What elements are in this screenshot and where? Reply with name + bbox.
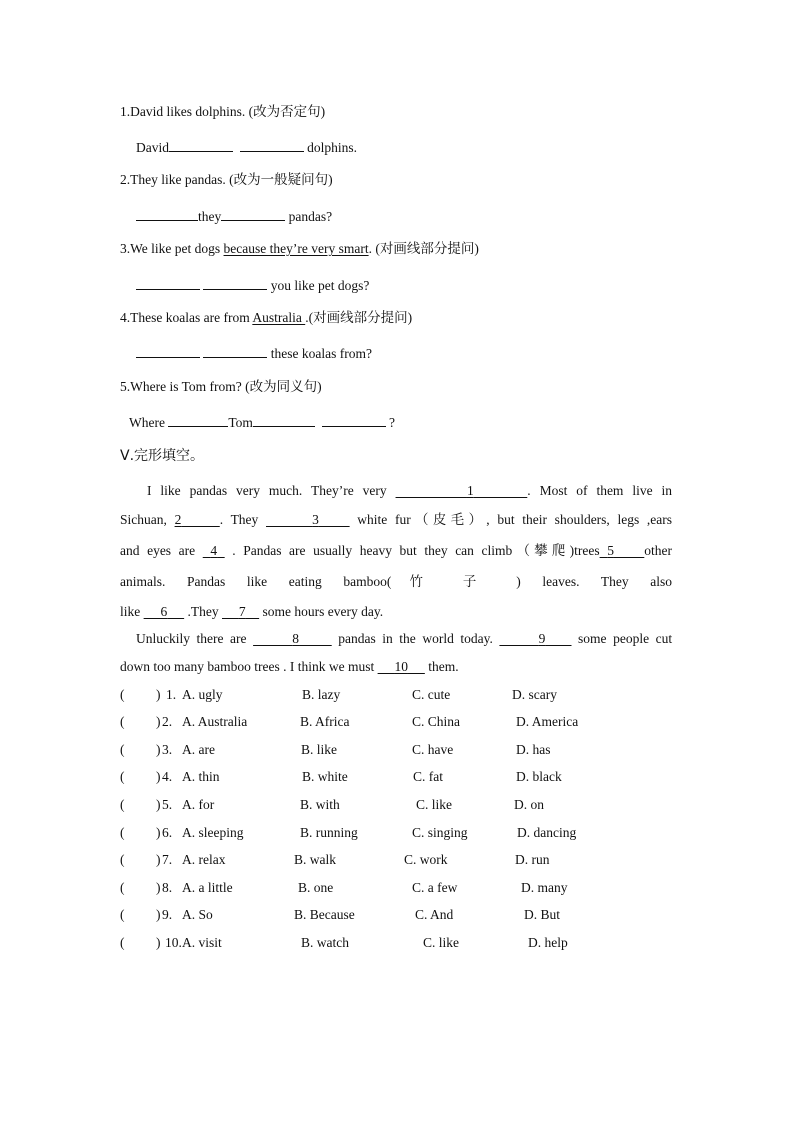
answer-blank[interactable] xyxy=(240,138,304,152)
option-b[interactable]: B. white xyxy=(302,769,348,784)
question-number: 4. xyxy=(162,769,173,784)
option-b[interactable]: B. walk xyxy=(294,852,336,867)
option-a[interactable]: A. thin xyxy=(182,769,220,784)
option-d[interactable]: D. dancing xyxy=(517,825,577,840)
question-5-prompt: 5.Where is Tom from? (改为同义句) xyxy=(120,379,322,394)
answer-paren-close[interactable]: ) xyxy=(156,852,161,867)
underlined-phrase: Australia xyxy=(252,310,306,325)
option-c[interactable]: C. cute xyxy=(412,687,451,702)
option-c[interactable]: C. And xyxy=(415,907,454,922)
blank-4[interactable]: 4 xyxy=(210,543,218,558)
answer-paren-close[interactable]: ) xyxy=(156,714,161,729)
option-a[interactable]: A. are xyxy=(182,742,215,757)
option-d[interactable]: D. America xyxy=(516,714,579,729)
answer-blank[interactable] xyxy=(203,344,267,358)
option-a[interactable]: A. a little xyxy=(182,880,233,895)
passage-line-5: like 6 .They 7 some hours every day. xyxy=(120,604,384,619)
option-c[interactable]: C. China xyxy=(412,714,461,729)
option-d[interactable]: D. help xyxy=(528,935,568,950)
passage-line-7: down too many bamboo trees . I think we must 10 them. xyxy=(120,659,459,674)
passage-line-1: I like pandas very much. They’re very 1 . Most of them live in xyxy=(147,483,673,498)
option-b[interactable]: B. watch xyxy=(301,935,349,950)
question-number: 9. xyxy=(162,907,173,922)
answer-blank[interactable] xyxy=(136,276,200,290)
answer-blank[interactable] xyxy=(136,207,198,221)
option-d[interactable]: D. many xyxy=(521,880,568,895)
blank-7[interactable]: 7 xyxy=(238,604,246,619)
blank-6[interactable]: 6 xyxy=(160,604,168,619)
option-c[interactable]: C. a few xyxy=(412,880,458,895)
option-b[interactable]: B. running xyxy=(300,825,358,840)
option-c[interactable]: C. singing xyxy=(412,825,468,840)
option-d[interactable]: D. scary xyxy=(512,687,557,702)
option-d[interactable]: D. has xyxy=(516,742,551,757)
option-a[interactable]: A. Australia xyxy=(182,714,248,729)
answer-paren-open[interactable]: ( xyxy=(120,907,125,922)
option-c[interactable]: C. work xyxy=(404,852,448,867)
option-c[interactable]: C. fat xyxy=(413,769,443,784)
passage-line-3: and eyes are 4 . Pandas are usually heavy but they can climb（攀爬)trees 5 other xyxy=(120,543,673,558)
answer-paren-open[interactable]: ( xyxy=(120,687,125,702)
question-3-prompt: 3.We like pet dogs because they’re very smart. (对画线部分提问) xyxy=(120,241,479,256)
answer-paren-open[interactable]: ( xyxy=(120,797,125,812)
question-number: 1. xyxy=(166,687,177,702)
option-c[interactable]: C. like xyxy=(416,797,452,812)
answer-paren-open[interactable]: ( xyxy=(120,852,125,867)
passage-line-6: Unluckily there are 8 pandas in the world today. 9 some people cut xyxy=(136,631,673,646)
cloze-heading: Ⅴ.完形填空。 xyxy=(120,448,205,464)
option-b[interactable]: B. one xyxy=(298,880,334,895)
question-2-prompt: 2.They like pandas. (改为一般疑问句) xyxy=(120,172,333,187)
option-a[interactable]: A. ugly xyxy=(182,687,223,702)
question-number: 7. xyxy=(162,852,173,867)
option-c[interactable]: C. have xyxy=(412,742,454,757)
option-d[interactable]: D. on xyxy=(514,797,544,812)
option-a[interactable]: A. So xyxy=(182,907,213,922)
option-b[interactable]: B. Because xyxy=(294,907,355,922)
answer-blank[interactable] xyxy=(221,207,285,221)
question-1-prompt: 1.David likes dolphins. (改为否定句) xyxy=(120,104,326,119)
answer-paren-close[interactable]: ) xyxy=(156,907,161,922)
blank-10[interactable]: 10 xyxy=(394,659,408,674)
answer-blank[interactable] xyxy=(169,138,233,152)
question-5-answer-line: Where Tom ? xyxy=(129,415,396,430)
option-c[interactable]: C. like xyxy=(423,935,459,950)
question-number: 8. xyxy=(162,880,173,895)
answer-paren-close[interactable]: ) xyxy=(156,797,161,812)
option-a[interactable]: A. sleeping xyxy=(182,825,244,840)
answer-blank[interactable] xyxy=(253,413,315,427)
option-a[interactable]: A. relax xyxy=(182,852,226,867)
answer-blank[interactable] xyxy=(203,276,267,290)
option-d[interactable]: D. black xyxy=(516,769,562,784)
answer-paren-open[interactable]: ( xyxy=(120,769,125,784)
answer-paren-open[interactable]: ( xyxy=(120,880,125,895)
answer-blank[interactable] xyxy=(168,413,228,427)
passage-line-2: Sichuan, 2 . They 3 white fur（皮毛）, but their shoulders, legs ,ears xyxy=(120,512,673,527)
question-1-answer-line: David dolphins. xyxy=(136,140,358,155)
blank-1[interactable]: 1 xyxy=(466,483,474,498)
blank-5[interactable]: 5 xyxy=(607,543,614,558)
option-a[interactable]: A. for xyxy=(182,797,215,812)
blank-9[interactable]: 9 xyxy=(538,631,546,646)
answer-blank[interactable] xyxy=(136,344,200,358)
question-4-prompt: 4.These koalas are from Australia .(对画线部分提问) xyxy=(120,310,413,325)
question-4-answer-line: these koalas from? xyxy=(136,344,794,363)
answer-paren-open[interactable]: ( xyxy=(120,714,125,729)
option-b[interactable]: B. Africa xyxy=(300,714,350,729)
question-number: 5. xyxy=(162,797,173,812)
answer-paren-open[interactable]: ( xyxy=(120,742,125,757)
option-d[interactable]: D. But xyxy=(524,907,561,922)
underlined-phrase: because they’re very smart xyxy=(223,241,369,256)
option-b[interactable]: B. with xyxy=(300,797,340,812)
question-number: 2. xyxy=(162,714,173,729)
answer-blank[interactable] xyxy=(322,413,386,427)
answer-paren-open[interactable]: ( xyxy=(120,935,125,950)
answer-paren-open[interactable]: ( xyxy=(120,825,125,840)
question-3-answer-line: you like pet dogs? xyxy=(136,276,794,295)
question-number: 6. xyxy=(162,825,173,840)
option-a[interactable]: A. visit xyxy=(182,935,222,950)
question-number: 3. xyxy=(162,742,173,757)
question-number: 10. xyxy=(165,935,182,950)
blank-8[interactable]: 8 xyxy=(292,631,300,646)
answer-paren-close[interactable]: ) xyxy=(156,687,161,702)
answer-paren-close[interactable]: ) xyxy=(156,880,161,895)
answer-paren-close[interactable]: ) xyxy=(156,742,161,757)
option-b[interactable]: B. lazy xyxy=(302,687,341,702)
blank-2[interactable]: 2 xyxy=(174,512,182,527)
passage-line-4: animals. Pandas like eating bamboo(竹 子 ) leaves. They also xyxy=(120,574,672,589)
option-b[interactable]: B. like xyxy=(301,742,337,757)
answer-paren-close[interactable]: ) xyxy=(156,935,161,950)
question-2-answer-line: they pandas? xyxy=(136,207,794,226)
option-d[interactable]: D. run xyxy=(515,852,550,867)
answer-paren-close[interactable]: ) xyxy=(156,825,161,840)
answer-paren-close[interactable]: ) xyxy=(156,769,161,784)
blank-3[interactable]: 3 xyxy=(312,512,319,527)
